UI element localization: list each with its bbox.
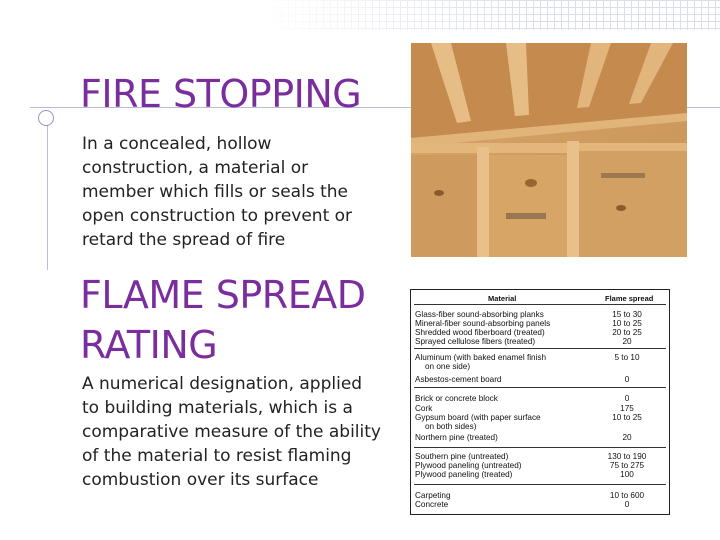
table-row: on one side) [425,362,471,371]
title-fire-stopping: FIRE STOPPING [80,72,362,116]
table-header-material: Material [488,294,517,303]
table-row: Glass-fiber sound-absorbing planks 15 to 30 [415,310,642,319]
table-row: Shredded wood fiberboard (treated) 20 to 25 [415,328,642,337]
table-row: Carpeting 10 to 600 [415,491,645,500]
definition-flame-spread-rating: A numerical designation, applied to building materials, which is a comparative measure of the ability of the material to resist flaming combustion over its surface [82,374,381,490]
table-row: Plywood paneling (untreated) 75 to 275 [415,461,645,470]
table-divider [414,304,666,305]
table-row: Northern pine (treated) 20 [415,433,632,442]
table-row: Asbestos-cement board 0 [415,375,630,384]
table-divider [414,387,666,388]
decorative-grid [260,0,720,30]
decorative-vertical-rule [47,112,48,270]
table-row: Gypsum board (with paper surface 10 to 25 [415,413,642,422]
framing-photo [411,43,687,257]
table-divider [414,447,666,448]
table-row: Plywood paneling (treated) 100 [415,470,634,479]
table-header-flame-spread: Flame spread [605,294,654,303]
definition-fire-stopping: In a concealed, hollow construction, a material or member which fills or seals the open construction to prevent or retard the spread of fire [82,134,353,250]
table-row: Sprayed cellulose fibers (treated) 20 [415,337,632,346]
table-row: Concrete 0 [415,500,630,509]
table-row: Aluminum (with baked enamel finish 5 to 10 [415,353,640,362]
table-row: Mineral-fiber sound-absorbing panels 10 to 25 [415,319,642,328]
decorative-circle [38,110,54,126]
table-row: Brick or concrete block 0 [415,394,630,403]
title-flame-spread-rating: FLAME SPREAD RATING [80,273,366,367]
table-row: Cork 175 [415,404,634,413]
table-row: on both sides) [425,422,477,431]
table-divider [414,348,666,349]
table-row: Southern pine (untreated) 130 to 190 [415,452,647,461]
table-divider [414,484,666,485]
flame-spread-table [410,289,670,515]
